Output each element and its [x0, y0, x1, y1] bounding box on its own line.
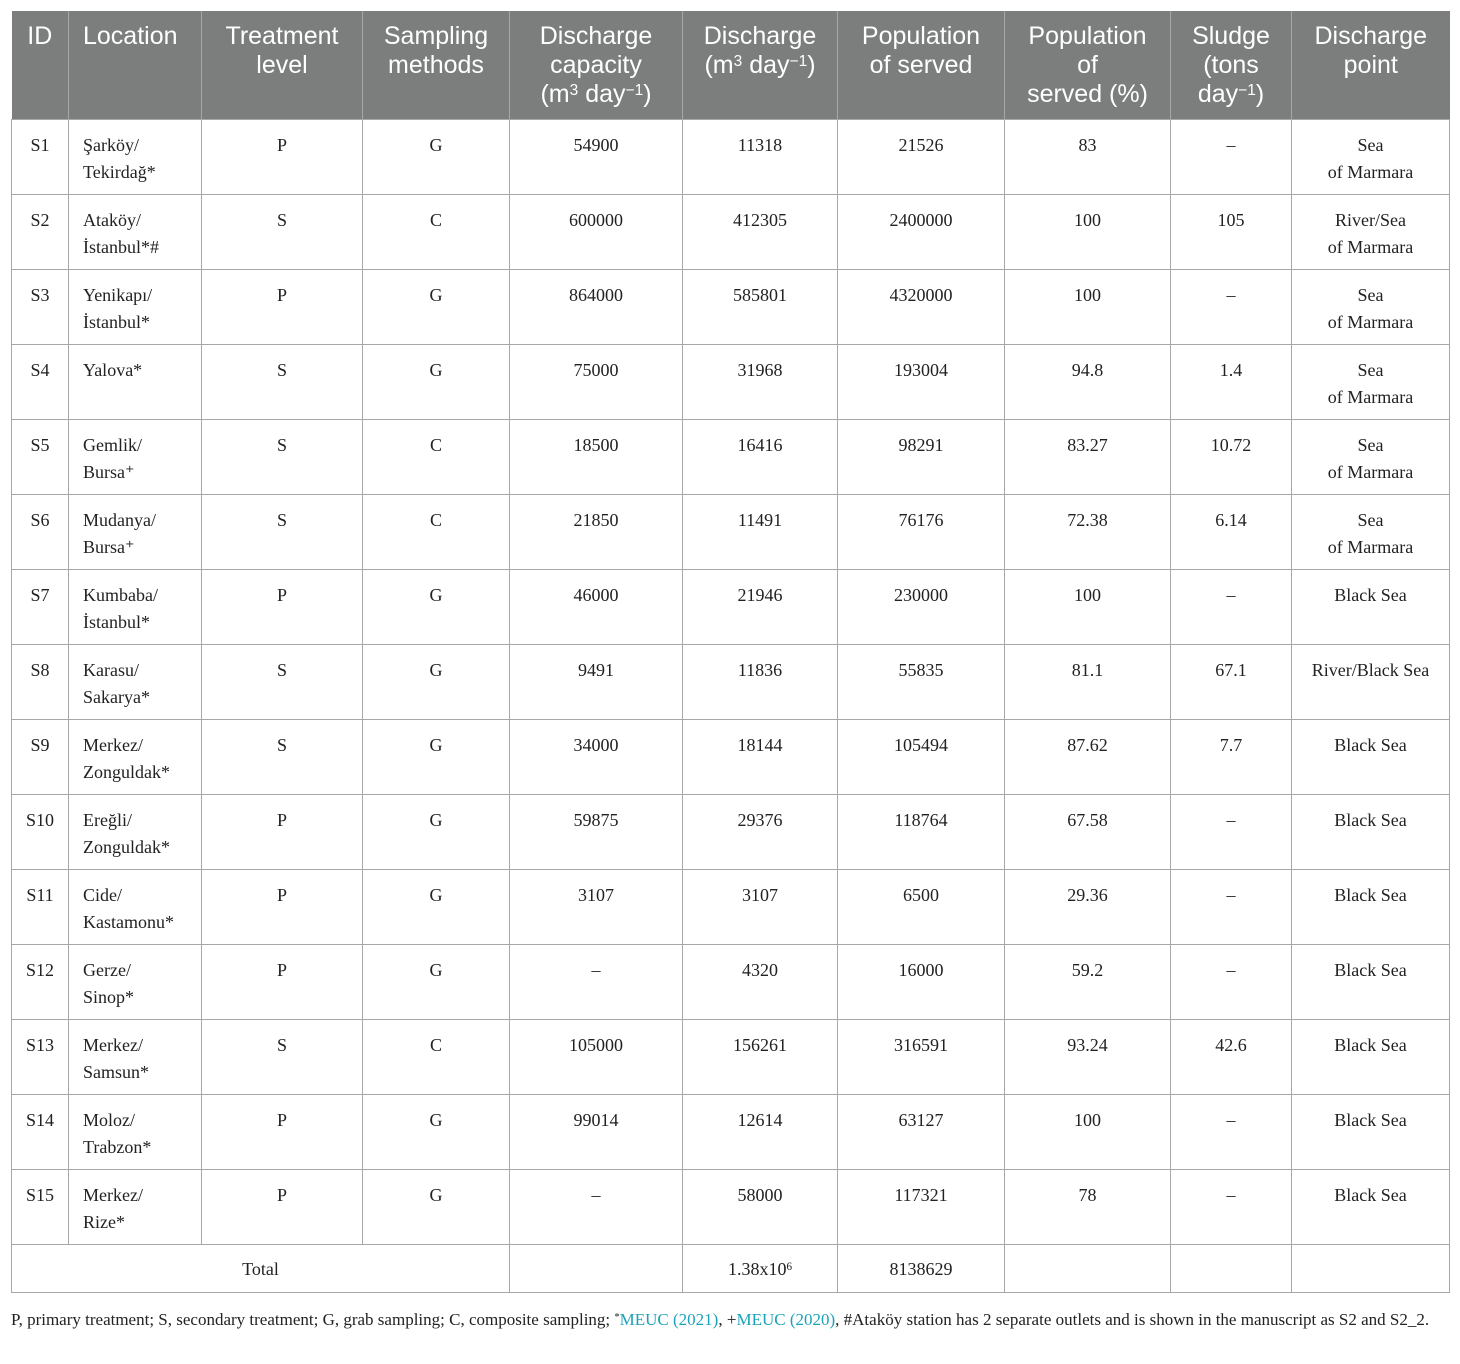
cell-discharge-point: River/Black Sea: [1292, 645, 1450, 720]
cell-sludge: –: [1171, 120, 1292, 195]
cell-discharge-capacity: 18500: [510, 420, 683, 495]
cell-population-served-pct: 83: [1005, 120, 1171, 195]
table-row: [12, 120, 1450, 195]
cell-sampling-method: G: [363, 720, 510, 795]
cell-sampling-method: G: [363, 570, 510, 645]
total-capacity: [510, 1245, 683, 1293]
cell-discharge-capacity: 46000: [510, 570, 683, 645]
cell-treatment-level: S: [202, 345, 363, 420]
cell-population-served-pct: 81.1: [1005, 645, 1171, 720]
cell-location: Gerze/ Sinop*: [69, 945, 202, 1020]
cell-population-served-pct: 100: [1005, 1095, 1171, 1170]
cell-population-served-pct: 100: [1005, 570, 1171, 645]
cell-id: S2: [12, 195, 69, 270]
cell-population-served: 16000: [838, 945, 1005, 1020]
cell-sludge: 67.1: [1171, 645, 1292, 720]
cell-id: S3: [12, 270, 69, 345]
table-row: [12, 195, 1450, 270]
cell-location: Karasu/ Sakarya*: [69, 645, 202, 720]
cell-discharge: 412305: [683, 195, 838, 270]
table-row: [12, 1095, 1450, 1170]
cell-sampling-method: G: [363, 645, 510, 720]
cell-sludge: –: [1171, 270, 1292, 345]
cell-location: Gemlik/ Bursa⁺: [69, 420, 202, 495]
cell-id: S4: [12, 345, 69, 420]
cell-sludge: 105: [1171, 195, 1292, 270]
cell-discharge-capacity: 9491: [510, 645, 683, 720]
cell-population-served: 4320000: [838, 270, 1005, 345]
cell-location: Yenikapı/ İstanbul*: [69, 270, 202, 345]
cell-sampling-method: G: [363, 120, 510, 195]
cell-location: Moloz/ Trabzon*: [69, 1095, 202, 1170]
cell-population-served-pct: 59.2: [1005, 945, 1171, 1020]
total-pct: [1005, 1245, 1171, 1293]
cell-population-served: 55835: [838, 645, 1005, 720]
cell-sludge: –: [1171, 795, 1292, 870]
header-population-served-pct: Population of served (%): [1005, 11, 1171, 120]
cell-discharge: 156261: [683, 1020, 838, 1095]
cell-discharge-point: Sea of Marmara: [1292, 495, 1450, 570]
cell-sludge: –: [1171, 870, 1292, 945]
cell-sampling-method: G: [363, 795, 510, 870]
cell-discharge-capacity: 3107: [510, 870, 683, 945]
cell-id: S9: [12, 720, 69, 795]
cell-discharge-capacity: 54900: [510, 120, 683, 195]
cell-treatment-level: P: [202, 570, 363, 645]
cell-population-served: 21526: [838, 120, 1005, 195]
table-row: [12, 570, 1450, 645]
cell-sludge: 42.6: [1171, 1020, 1292, 1095]
header-discharge-point: Discharge point: [1292, 11, 1450, 120]
cell-sludge: –: [1171, 1170, 1292, 1245]
cell-discharge: 11836: [683, 645, 838, 720]
cell-discharge-point: Black Sea: [1292, 945, 1450, 1020]
cell-discharge-point: Black Sea: [1292, 720, 1450, 795]
cell-sludge: 7.7: [1171, 720, 1292, 795]
cell-sampling-method: G: [363, 345, 510, 420]
reference-link-meuc-2021[interactable]: MEUC (2021): [619, 1310, 719, 1329]
cell-discharge-point: Sea of Marmara: [1292, 420, 1450, 495]
cell-discharge-point: Black Sea: [1292, 570, 1450, 645]
cell-population-served: 118764: [838, 795, 1005, 870]
cell-sampling-method: G: [363, 870, 510, 945]
cell-treatment-level: S: [202, 720, 363, 795]
cell-location: Ataköy/ İstanbul*#: [69, 195, 202, 270]
cell-discharge-capacity: 59875: [510, 795, 683, 870]
cell-discharge: 31968: [683, 345, 838, 420]
cell-discharge: 21946: [683, 570, 838, 645]
total-population: 8138629: [838, 1245, 1005, 1293]
table-footnote: P, primary treatment; S, secondary treatment; G, grab sampling; C, composite sampling; *MEUC (2021), +MEUC (2020), #Ataköy station has 2 separate outlets and is shown in the manuscript as S2 and S2_2.: [11, 1310, 1430, 1329]
cell-location: Ereğli/ Zonguldak*: [69, 795, 202, 870]
cell-treatment-level: P: [202, 120, 363, 195]
cell-sampling-method: G: [363, 1095, 510, 1170]
cell-location: Cide/ Kastamonu*: [69, 870, 202, 945]
cell-location: Yalova*: [69, 345, 202, 420]
cell-sampling-method: C: [363, 1020, 510, 1095]
cell-discharge-capacity: 75000: [510, 345, 683, 420]
cell-id: S5: [12, 420, 69, 495]
cell-id: S14: [12, 1095, 69, 1170]
total-label: Total: [12, 1245, 510, 1293]
header-discharge-capacity: Discharge capacity ($m^3$ day$^{-1}$): [510, 11, 683, 120]
table-wrapper: [11, 11, 1449, 1293]
cell-discharge-point: Black Sea: [1292, 1095, 1450, 1170]
cell-discharge: 18144: [683, 720, 838, 795]
cell-discharge-capacity: –: [510, 1170, 683, 1245]
cell-population-served-pct: 87.62: [1005, 720, 1171, 795]
cell-population-served-pct: 93.24: [1005, 1020, 1171, 1095]
table-row: [12, 1020, 1450, 1095]
reference-link-meuc-2020[interactable]: MEUC (2020): [736, 1310, 836, 1329]
cell-location: Şarköy/ Tekirdağ*: [69, 120, 202, 195]
cell-population-served: 6500: [838, 870, 1005, 945]
header-sampling-methods: Sampling methods: [363, 11, 510, 120]
table-body: [12, 120, 1450, 1293]
cell-population-served: 193004: [838, 345, 1005, 420]
cell-location: Merkez/ Rize*: [69, 1170, 202, 1245]
cell-sampling-method: G: [363, 1170, 510, 1245]
cell-discharge-capacity: 21850: [510, 495, 683, 570]
cell-id: S12: [12, 945, 69, 1020]
table-row: [12, 720, 1450, 795]
cell-discharge: 12614: [683, 1095, 838, 1170]
cell-discharge: 11318: [683, 120, 838, 195]
cell-discharge-capacity: 864000: [510, 270, 683, 345]
header-treatment-level: Treatment level: [202, 11, 363, 120]
cell-discharge-point: Sea of Marmara: [1292, 120, 1450, 195]
table-row: [12, 870, 1450, 945]
cell-location: Kumbaba/ İstanbul*: [69, 570, 202, 645]
cell-id: S6: [12, 495, 69, 570]
cell-treatment-level: P: [202, 1170, 363, 1245]
table-row: [12, 495, 1450, 570]
cell-treatment-level: S: [202, 195, 363, 270]
cell-population-served-pct: 100: [1005, 270, 1171, 345]
table-row: [12, 420, 1450, 495]
cell-discharge-point: River/Sea of Marmara: [1292, 195, 1450, 270]
cell-population-served: 230000: [838, 570, 1005, 645]
cell-location: Mudanya/ Bursa⁺: [69, 495, 202, 570]
cell-sampling-method: C: [363, 495, 510, 570]
cell-population-served-pct: 94.8: [1005, 345, 1171, 420]
cell-treatment-level: S: [202, 495, 363, 570]
cell-discharge-capacity: 99014: [510, 1095, 683, 1170]
header-population-served: Population of served: [838, 11, 1005, 120]
table-row: [12, 345, 1450, 420]
cell-population-served-pct: 67.58: [1005, 795, 1171, 870]
cell-population-served: 105494: [838, 720, 1005, 795]
cell-discharge: 16416: [683, 420, 838, 495]
cell-population-served: 117321: [838, 1170, 1005, 1245]
cell-discharge-point: Black Sea: [1292, 795, 1450, 870]
cell-id: S8: [12, 645, 69, 720]
cell-population-served-pct: 29.36: [1005, 870, 1171, 945]
cell-sludge: –: [1171, 570, 1292, 645]
cell-population-served-pct: 83.27: [1005, 420, 1171, 495]
cell-discharge: 4320: [683, 945, 838, 1020]
table-row: [12, 1170, 1450, 1245]
cell-discharge-point: Black Sea: [1292, 1170, 1450, 1245]
cell-sludge: –: [1171, 945, 1292, 1020]
table-row: [12, 270, 1450, 345]
total-sludge: [1171, 1245, 1292, 1293]
cell-discharge-point: Black Sea: [1292, 870, 1450, 945]
wastewater-table: [11, 11, 1450, 1293]
cell-discharge: 585801: [683, 270, 838, 345]
cell-population-served: 98291: [838, 420, 1005, 495]
header-location: Location: [69, 11, 202, 120]
cell-treatment-level: P: [202, 1095, 363, 1170]
cell-treatment-level: P: [202, 795, 363, 870]
header-id: ID: [12, 11, 69, 120]
cell-sampling-method: G: [363, 945, 510, 1020]
cell-population-served: 76176: [838, 495, 1005, 570]
cell-id: S7: [12, 570, 69, 645]
cell-discharge-capacity: –: [510, 945, 683, 1020]
cell-discharge: 11491: [683, 495, 838, 570]
cell-population-served: 63127: [838, 1095, 1005, 1170]
cell-discharge: 58000: [683, 1170, 838, 1245]
cell-treatment-level: P: [202, 270, 363, 345]
table-row: [12, 795, 1450, 870]
table-row: [12, 945, 1450, 1020]
total-row: [12, 1245, 1450, 1293]
cell-discharge: 29376: [683, 795, 838, 870]
cell-sampling-method: C: [363, 420, 510, 495]
total-point: [1292, 1245, 1450, 1293]
cell-discharge-capacity: 600000: [510, 195, 683, 270]
cell-discharge-point: Black Sea: [1292, 1020, 1450, 1095]
cell-treatment-level: S: [202, 645, 363, 720]
cell-discharge-point: Sea of Marmara: [1292, 270, 1450, 345]
cell-id: S11: [12, 870, 69, 945]
total-discharge: $1.38x10^6$: [683, 1245, 838, 1293]
cell-population-served: 316591: [838, 1020, 1005, 1095]
header-discharge: Discharge ($m^3$ day$^{-1}$): [683, 11, 838, 120]
cell-location: Merkez/ Samsun*: [69, 1020, 202, 1095]
cell-discharge-capacity: 105000: [510, 1020, 683, 1095]
table-row: [12, 645, 1450, 720]
cell-sludge: –: [1171, 1095, 1292, 1170]
cell-discharge: 3107: [683, 870, 838, 945]
cell-sampling-method: G: [363, 270, 510, 345]
cell-id: S1: [12, 120, 69, 195]
table-header: [12, 11, 1450, 120]
cell-id: S10: [12, 795, 69, 870]
cell-sludge: 6.14: [1171, 495, 1292, 570]
cell-population-served-pct: 100: [1005, 195, 1171, 270]
cell-sampling-method: C: [363, 195, 510, 270]
header-sludge: Sludge (tons day$^{-1}$): [1171, 11, 1292, 120]
cell-population-served-pct: 72.38: [1005, 495, 1171, 570]
cell-id: S15: [12, 1170, 69, 1245]
cell-population-served: 2400000: [838, 195, 1005, 270]
cell-population-served-pct: 78: [1005, 1170, 1171, 1245]
cell-discharge-capacity: 34000: [510, 720, 683, 795]
cell-treatment-level: S: [202, 1020, 363, 1095]
cell-treatment-level: S: [202, 420, 363, 495]
cell-discharge-point: Sea of Marmara: [1292, 345, 1450, 420]
cell-treatment-level: P: [202, 945, 363, 1020]
cell-location: Merkez/ Zonguldak*: [69, 720, 202, 795]
cell-treatment-level: P: [202, 870, 363, 945]
cell-id: S13: [12, 1020, 69, 1095]
cell-sludge: 10.72: [1171, 420, 1292, 495]
cell-sludge: 1.4: [1171, 345, 1292, 420]
